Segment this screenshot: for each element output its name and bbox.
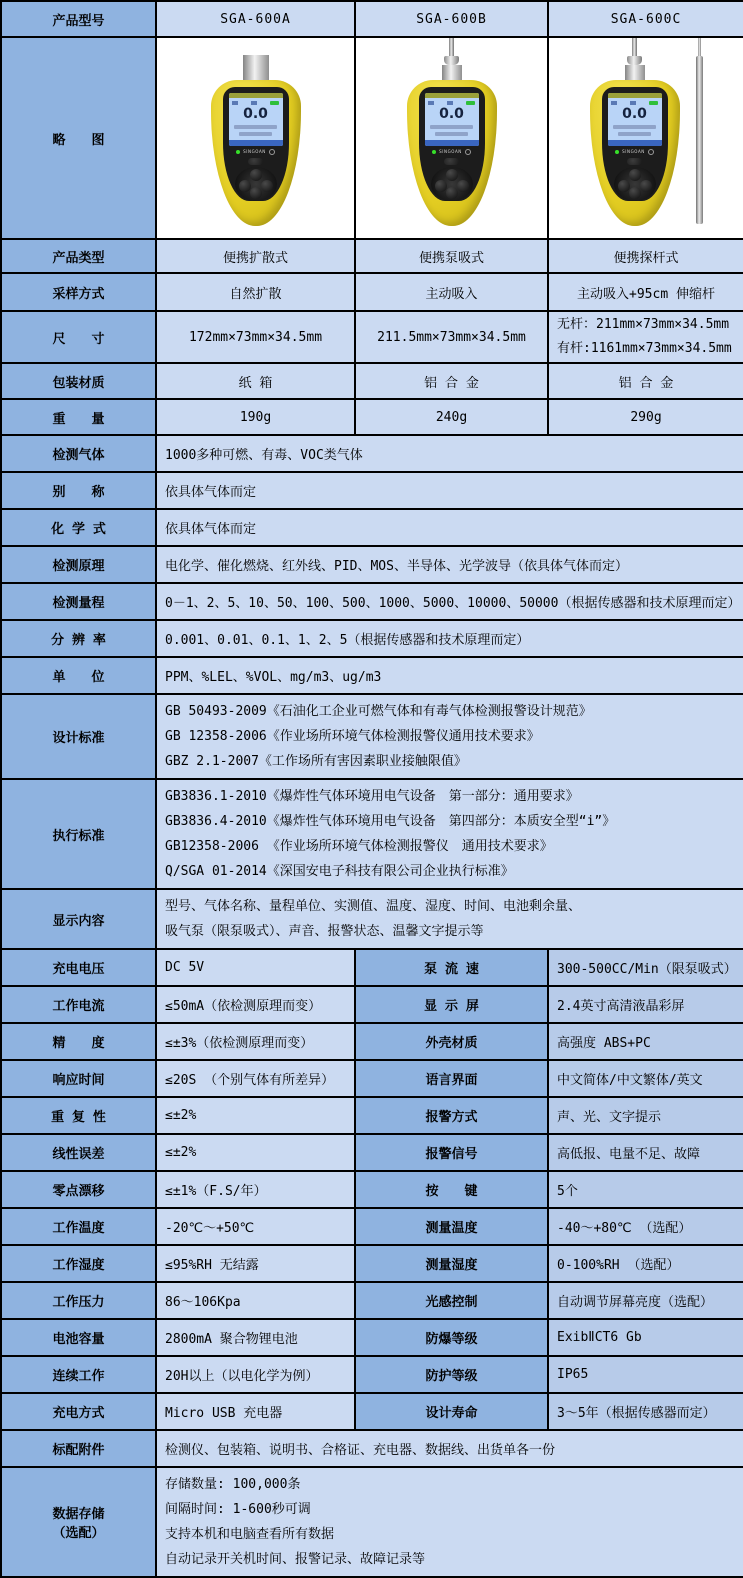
row-resolution-value: 0.001、0.01、0.1、1、2、5（根据传感器和技术原理而定） <box>156 620 743 657</box>
row-principle-value: 电化学、催化燃烧、红外线、PID、MOS、半导体、光学波导（依具体气体而定） <box>156 546 743 583</box>
row-keys-label: 按 键 <box>355 1171 548 1208</box>
row-meas-humidity-label: 测量湿度 <box>355 1245 548 1282</box>
table-row <box>1 889 743 949</box>
menu-button <box>627 158 642 165</box>
pump-probe-icon <box>449 37 454 56</box>
row-sampling-value-b: 主动吸入 <box>355 273 548 311</box>
row-range-value: 0－1、2、5、10、50、100、500、1000、5000、10000、50000（根据传感器和技术原理而定） <box>156 583 743 620</box>
table-row <box>1 1467 743 1577</box>
menu-button <box>444 158 459 165</box>
menu-button <box>248 158 263 165</box>
row-alarm-signal-value: 高低报、电量不足、故障 <box>548 1134 743 1171</box>
table-row <box>1 1393 743 1430</box>
row-repeatability-label: 重 复 性 <box>1 1097 156 1134</box>
row-gases-value: 1000多种可燃、有毒、VOC类气体 <box>156 435 743 472</box>
row-protection-value: IP65 <box>548 1356 743 1393</box>
table-row <box>1 949 743 986</box>
gas-reading: 0.0 <box>439 106 464 122</box>
row-size-value-b: 211.5mm×73mm×34.5mm <box>355 311 548 363</box>
row-alarm-signal-label: 报警信号 <box>355 1134 548 1171</box>
power-icon <box>465 149 471 155</box>
row-packaging-value-b: 铝 合 金 <box>355 363 548 399</box>
row-weight-label: 重 量 <box>1 399 156 435</box>
storage-line: 自动记录开关机时间、报警记录、故障记录等 <box>165 1552 426 1567</box>
device-body <box>590 80 680 226</box>
display-line: 型号、气体名称、量程单位、实测值、温度、湿度、时间、电池剩余量、 <box>165 899 582 914</box>
row-packaging-value-a: 纸 箱 <box>156 363 355 399</box>
device-screen <box>229 93 283 146</box>
battery-icon <box>649 101 658 105</box>
row-runtime-value: 20H以上（以电化学为例） <box>156 1356 355 1393</box>
row-protection-label: 防护等级 <box>355 1356 548 1393</box>
model-name-c: SGA-600C <box>548 1 743 37</box>
table-row <box>1 509 743 546</box>
row-weight-value-b: 240g <box>355 399 548 435</box>
row-size-value-a: 172mm×73mm×34.5mm <box>156 311 355 363</box>
row-keys-value: 5个 <box>548 1171 743 1208</box>
sketch-cell-a <box>156 37 355 239</box>
row-work-temp-value: -20℃～+50℃ <box>156 1208 355 1245</box>
row-zero-drift-label: 零点漂移 <box>1 1171 156 1208</box>
row-type-label: 产品类型 <box>1 239 156 273</box>
device-screen <box>425 93 479 146</box>
table-row <box>1 1060 743 1097</box>
table-row <box>1 399 743 435</box>
row-pressure-value: 86～106Kpa <box>156 1282 355 1319</box>
row-meas-temp-value: -40～+80℃ （选配） <box>548 1208 743 1245</box>
row-housing-value: 高强度 ABS+PC <box>548 1023 743 1060</box>
battery-icon <box>466 101 475 105</box>
table-row <box>1 472 743 509</box>
row-type-value-a: 便携扩散式 <box>156 239 355 273</box>
table-row <box>1 435 743 472</box>
row-principle-label: 检测原理 <box>1 546 156 583</box>
row-work-temp-label: 工作温度 <box>1 1208 156 1245</box>
table-row <box>1 1023 743 1060</box>
dpad-buttons <box>431 167 473 201</box>
brand-label: SINGOAN <box>622 149 645 155</box>
table-row <box>1 694 743 779</box>
row-design-std-value <box>156 694 743 779</box>
sensor-cap-icon <box>243 55 269 80</box>
row-alias-label: 别 称 <box>1 472 156 509</box>
device-image-sga-600c <box>557 40 735 236</box>
storage-line: 支持本机和电脑查看所有数据 <box>165 1527 335 1542</box>
dpad-buttons <box>614 167 656 201</box>
row-lifespan-label: 设计寿命 <box>355 1393 548 1430</box>
row-alarm-mode-value: 声、光、文字提示 <box>548 1097 743 1134</box>
pump-probe-icon <box>632 37 637 56</box>
sensor-cap-icon <box>625 65 645 80</box>
row-meas-humidity-value: 0-100%RH （选配） <box>548 1245 743 1282</box>
row-battery-value: 2800mA 聚合物锂电池 <box>156 1319 355 1356</box>
table-row <box>1 1430 743 1467</box>
row-pump-speed-label: 泵 流 速 <box>355 949 548 986</box>
table-row <box>1 1245 743 1282</box>
row-design-std-label: 设计标准 <box>1 694 156 779</box>
sketch-label: 略 图 <box>1 37 156 239</box>
exec-std-line: Q/SGA 01-2014《深国安电子科技有限公司企业执行标准》 <box>165 864 514 879</box>
table-row <box>1 311 743 363</box>
row-charging-value: Micro USB 充电器 <box>156 1393 355 1430</box>
table-row <box>1 779 743 889</box>
row-language-value: 中文简体/中文繁体/英文 <box>548 1060 743 1097</box>
table-row <box>1 273 743 311</box>
row-work-humidity-label: 工作湿度 <box>1 1245 156 1282</box>
row-exec-std-value <box>156 779 743 889</box>
row-alias-value: 依具体气体而定 <box>156 472 743 509</box>
row-pressure-label: 工作压力 <box>1 1282 156 1319</box>
probe-base <box>444 56 459 65</box>
sensor-cap-icon <box>442 65 462 80</box>
led-indicator <box>615 150 619 154</box>
table-row <box>1 620 743 657</box>
row-formula-value: 依具体气体而定 <box>156 509 743 546</box>
table-row <box>1 37 743 239</box>
sketch-cell-c <box>548 37 743 239</box>
row-response-label: 响应时间 <box>1 1060 156 1097</box>
row-zero-drift-value: ≤±1%（F.S/年） <box>156 1171 355 1208</box>
row-storage-value <box>156 1467 743 1577</box>
row-work-humidity-value: ≤95%RH 无结露 <box>156 1245 355 1282</box>
row-sampling-value-c: 主动吸入+95cm 伸缩杆 <box>548 273 743 311</box>
row-runtime-label: 连续工作 <box>1 1356 156 1393</box>
row-response-value: ≤20S （个别气体有所差异） <box>156 1060 355 1097</box>
size-with-rod: 有杆:1161mm×73mm×34.5mm <box>557 341 732 356</box>
row-housing-label: 外壳材质 <box>355 1023 548 1060</box>
row-storage-label <box>1 1467 156 1577</box>
row-type-value-b: 便携泵吸式 <box>355 239 548 273</box>
gas-reading: 0.0 <box>243 106 268 122</box>
design-std-line: GB 12358-2006《作业场所环境气体检测报警仪通用技术要求》 <box>165 729 540 744</box>
exec-std-line: GB3836.4-2010《爆炸性气体环境用电气设备 第四部分：本质安全型“i”》 <box>165 814 616 829</box>
table-row <box>1 546 743 583</box>
row-gases-label: 检测气体 <box>1 435 156 472</box>
row-charging-label: 充电方式 <box>1 1393 156 1430</box>
gas-reading: 0.0 <box>622 106 647 122</box>
design-std-line: GBZ 2.1-2007《工作场所有害因素职业接触限值》 <box>165 754 467 769</box>
row-display-value <box>156 889 743 949</box>
row-linearity-value: ≤±2% <box>156 1134 355 1171</box>
brand-label: SINGOAN <box>243 149 266 155</box>
table-row <box>1 657 743 694</box>
row-accuracy-value: ≤±3%（依检测原理而变） <box>156 1023 355 1060</box>
table-row <box>1 363 743 399</box>
storage-line: 间隔时间: 1-600秒可调 <box>165 1502 311 1517</box>
telescopic-rod-icon <box>696 56 703 224</box>
model-name-b: SGA-600B <box>355 1 548 37</box>
display-line: 吸气泵（限泵吸式）、声音、报警状态、温馨文字提示等 <box>165 924 484 939</box>
table-row <box>1 1208 743 1245</box>
device-body <box>407 80 497 226</box>
table-row <box>1 986 743 1023</box>
row-unit-label: 单 位 <box>1 657 156 694</box>
table-row <box>1 1 743 37</box>
table-row <box>1 583 743 620</box>
table-row <box>1 239 743 273</box>
dpad-buttons <box>235 167 277 201</box>
table-row <box>1 1134 743 1171</box>
exec-std-line: GB12358-2006 《作业场所环境气体检测报警仪 通用技术要求》 <box>165 839 553 854</box>
row-alarm-mode-label: 报警方式 <box>355 1097 548 1134</box>
sketch-cell-b <box>355 37 548 239</box>
row-packaging-value-c: 铝 合 金 <box>548 363 743 399</box>
row-light-control-value: 自动调节屏幕亮度（选配） <box>548 1282 743 1319</box>
row-size-label: 尺 寸 <box>1 311 156 363</box>
row-charge-voltage-value: DC 5V <box>156 949 355 986</box>
row-unit-value: PPM、%LEL、%VOL、mg/m3、ug/m3 <box>156 657 743 694</box>
row-screen-value: 2.4英寸高清液晶彩屏 <box>548 986 743 1023</box>
exec-std-line: GB3836.1-2010《爆炸性气体环境用电气设备 第一部分：通用要求》 <box>165 789 579 804</box>
row-pump-speed-value: 300-500CC/Min（限泵吸式） <box>548 949 743 986</box>
row-meas-temp-label: 测量温度 <box>355 1208 548 1245</box>
row-current-label: 工作电流 <box>1 986 156 1023</box>
row-weight-value-a: 190g <box>156 399 355 435</box>
battery-icon <box>270 101 279 105</box>
row-display-label: 显示内容 <box>1 889 156 949</box>
storage-label-line1: 数据存储 <box>52 1507 105 1522</box>
row-sampling-value-a: 自然扩散 <box>156 273 355 311</box>
row-sampling-label: 采样方式 <box>1 273 156 311</box>
power-icon <box>648 149 654 155</box>
row-explosion-value: ExibⅡCT6 Gb <box>548 1319 743 1356</box>
row-range-label: 检测量程 <box>1 583 156 620</box>
table-row <box>1 1282 743 1319</box>
row-weight-value-c: 290g <box>548 399 743 435</box>
row-light-control-label: 光感控制 <box>355 1282 548 1319</box>
row-resolution-label: 分 辨 率 <box>1 620 156 657</box>
table-row <box>1 1356 743 1393</box>
row-lifespan-value: 3～5年（根据传感器而定） <box>548 1393 743 1430</box>
row-screen-label: 显 示 屏 <box>355 986 548 1023</box>
row-charge-voltage-label: 充电电压 <box>1 949 156 986</box>
row-current-value: ≤50mA（依检测原理而变） <box>156 986 355 1023</box>
header-label: 产品型号 <box>1 1 156 37</box>
device-screen <box>608 93 662 146</box>
row-formula-label: 化 学 式 <box>1 509 156 546</box>
row-explosion-label: 防爆等级 <box>355 1319 548 1356</box>
model-name-a: SGA-600A <box>156 1 355 37</box>
table-row <box>1 1097 743 1134</box>
row-exec-std-label: 执行标准 <box>1 779 156 889</box>
led-indicator <box>432 150 436 154</box>
probe-base <box>627 56 642 65</box>
size-without-rod: 无杆：211mm×73mm×34.5mm <box>557 317 730 332</box>
row-type-value-c: 便携探杆式 <box>548 239 743 273</box>
storage-line: 存储数量: 100,000条 <box>165 1477 301 1492</box>
device-image-sga-600a <box>165 40 346 236</box>
row-size-value-c <box>548 311 743 363</box>
power-icon <box>269 149 275 155</box>
row-accessories-label: 标配附件 <box>1 1430 156 1467</box>
design-std-line: GB 50493-2009《石油化工企业可燃气体和有毒气体检测报警设计规范》 <box>165 704 592 719</box>
row-battery-label: 电池容量 <box>1 1319 156 1356</box>
row-accuracy-label: 精 度 <box>1 1023 156 1060</box>
row-packaging-label: 包装材质 <box>1 363 156 399</box>
table-row <box>1 1319 743 1356</box>
row-linearity-label: 线性误差 <box>1 1134 156 1171</box>
led-indicator <box>236 150 240 154</box>
table-row <box>1 1171 743 1208</box>
storage-label-line2: （选配） <box>52 1526 105 1541</box>
device-image-sga-600b <box>364 40 539 236</box>
row-accessories-value: 检测仪、包装箱、说明书、合格证、充电器、数据线、出货单各一份 <box>156 1430 743 1467</box>
brand-label: SINGOAN <box>439 149 462 155</box>
device-body <box>211 80 301 226</box>
row-repeatability-value: ≤±2% <box>156 1097 355 1134</box>
row-language-label: 语言界面 <box>355 1060 548 1097</box>
